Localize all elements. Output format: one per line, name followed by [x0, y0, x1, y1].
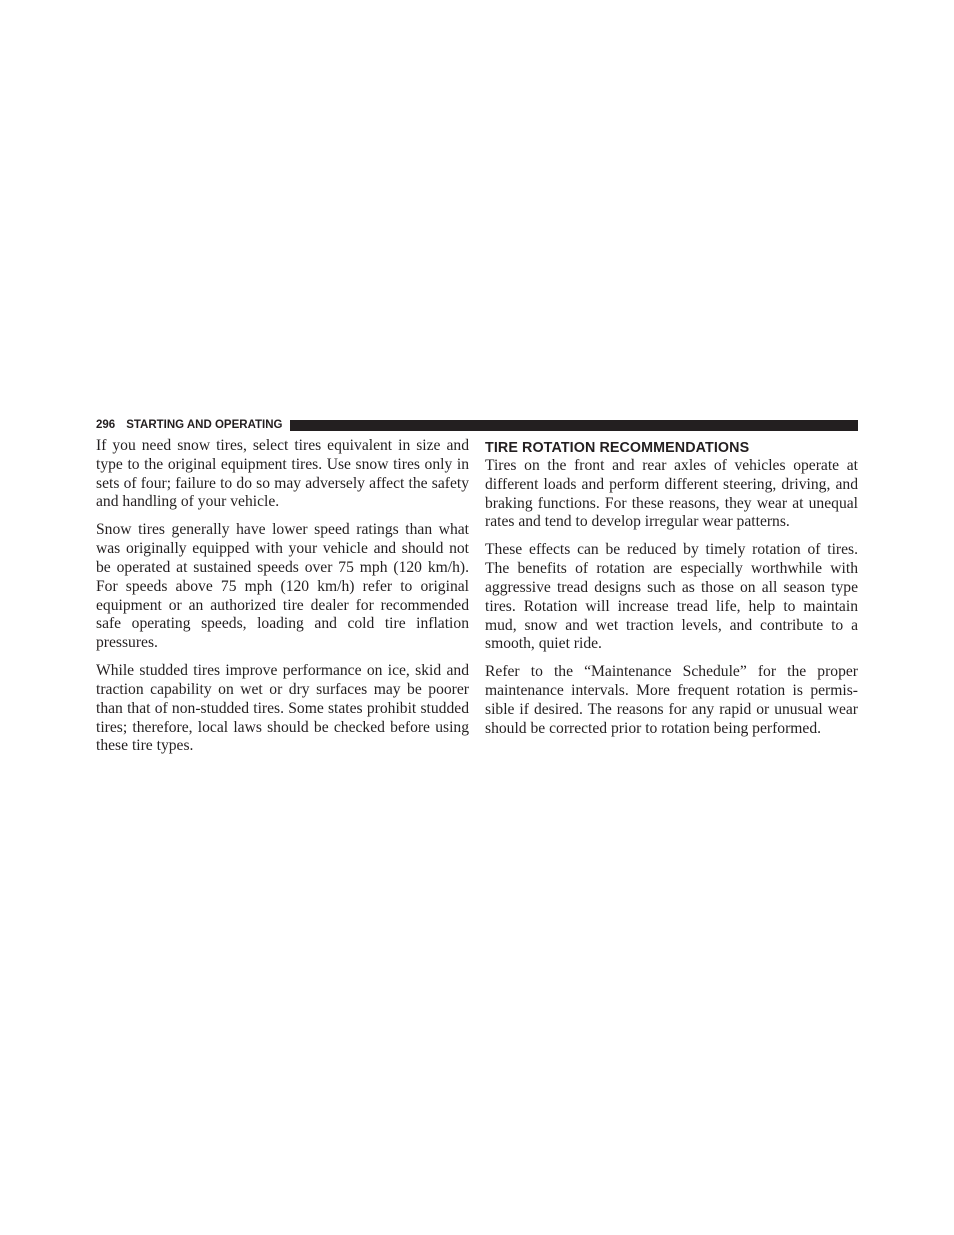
paragraph-snow-tires: If you need snow tires, select tires equivalent in size and type to the original equipment tires. Use snow tires only in sets of four; failure to do so may adversely affect the safety and handling of your vehicle.	[96, 437, 469, 511]
header-rule	[290, 420, 859, 431]
paragraph-rotation-benefits: These effects can be reduced by timely rotation of tires. The benefits of rotation are especially worthwhile with aggressive tread designs such as those on all season type tires. Rotation will increase tread life, help to maintain mud, snow and wet traction levels, and contribute to a smooth, quiet ride.	[485, 541, 858, 653]
section-title: STARTING AND OPERATING	[126, 419, 283, 431]
page-header	[96, 417, 858, 433]
page-number: 296	[96, 419, 116, 431]
paragraph-axle-loads: Tires on the front and rear axles of vehicles operate at different loads and perform different steering, driving, and braking functions. For these reasons, they wear at unequal rates and tend to develop irregular wear patterns.	[485, 457, 858, 531]
paragraph-snow-tire-speed: Snow tires generally have lower speed ratings than what was originally equipped with your vehicle and should not be operated at sustained speeds over 75 mph (120 km/h). For speeds above 75 mph (120 km/h) refer to original equipment or an authorized tire dealer for recommended safe operating speeds, loading and cold tire inflation pressures.	[96, 521, 469, 652]
paragraph-maintenance-schedule: Refer to the “Maintenance Schedule” for the proper maintenance intervals. More frequent rotation is permissible if desired. The reasons for any rapid or unusual wear should be corrected prior to rotation being performed.	[485, 663, 858, 737]
right-column	[485, 437, 858, 748]
left-column	[96, 437, 469, 765]
section-heading: TIRE ROTATION RECOMMENDATIONS	[485, 440, 750, 456]
paragraph-studded-tires: While studded tires improve performance on ice, skid and traction capability on wet or dry surfaces may be poorer than that of non-studded tires. Some states prohibit studded tires; therefore, local laws should be checked before using these tire types.	[96, 662, 469, 755]
